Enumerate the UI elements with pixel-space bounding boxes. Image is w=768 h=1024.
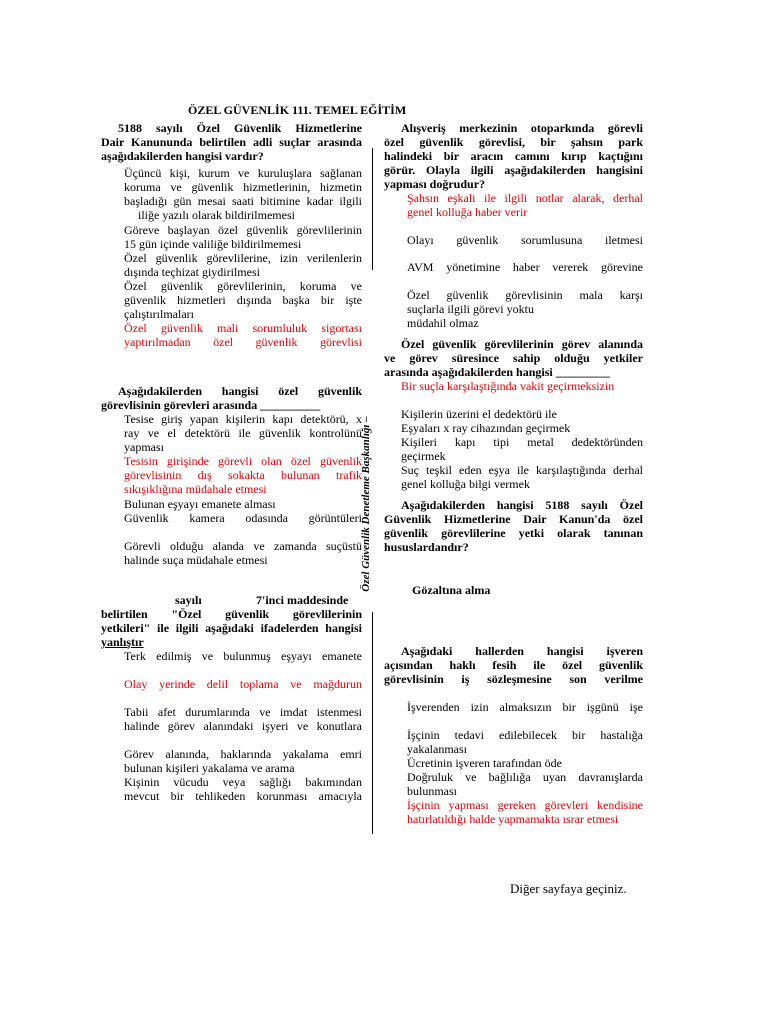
q2-option-e-line-2: halinde suça müdahale etmesi bbox=[124, 553, 268, 567]
q1-stem-line-3: aşağıdakilerden hangisi vardır? bbox=[101, 149, 264, 163]
q6-stem-line-4: hususlardandır? bbox=[384, 540, 469, 554]
q4-option-b: Olayı güvenlik sorumlusuna iletmesi bbox=[407, 233, 643, 247]
q5-option-e-line-1: Suç teşkil eden eşya ile karşılaştığında derhal bbox=[401, 463, 643, 477]
q1-option-d-line-2: güvenlik hizmetleri dışında başka bir işte bbox=[124, 293, 362, 307]
q1-option-e-line-1: Özel güvenlik mali sorumluluk sigortası bbox=[124, 321, 362, 335]
q1-option-b-line-2: 15 gün içinde valiliğe bildirilmemesi bbox=[124, 237, 302, 251]
q3-stem-madde: 7'inci maddesinde bbox=[256, 593, 349, 607]
q3-stem-line-3: yetkileri" ile ilgili aşağıdaki ifadelerden hangisi bbox=[101, 621, 362, 635]
q6-stem-line-3: güvenlik görevlilerine yetki olarak tanınan bbox=[384, 526, 643, 540]
q2-option-d: Güvenlik kamera odasında görüntüleri bbox=[124, 511, 362, 525]
q7-option-b-line-2: yakalanması bbox=[407, 742, 467, 756]
page-title: ÖZEL GÜVENLİK 111. TEMEL EĞİTİM bbox=[188, 103, 407, 117]
q7-option-a: İşverenden izin almaksızın bir işgünü işe bbox=[407, 700, 643, 714]
footer-next-page: Diğer sayfaya geçiniz. bbox=[510, 881, 627, 896]
q1-stem-line-1: 5188 sayılı Özel Güvenlik Hizmetlerine bbox=[118, 121, 362, 135]
q2-option-b-line-1: Tesisin girişinde görevli olan özel güvenlik bbox=[124, 454, 362, 468]
q7-option-b-line-1: İşçinin tedavi edilebilecek bir hastalığa bbox=[407, 728, 643, 742]
q4-option-d-line-3: müdahil olmaz bbox=[407, 316, 479, 330]
divider-top bbox=[372, 148, 373, 270]
q7-stem-line-1: Aşağıdaki hallerden hangisi işveren bbox=[401, 644, 643, 658]
q4-option-c: AVM yönetimine haber vererek görevine bbox=[407, 260, 643, 274]
q1-option-b-line-1: Göreve başlayan özel güvenlik görevlilerinin bbox=[124, 223, 362, 237]
q3-option-d-line-1: Görev alanında, haklarında yakalama emri bbox=[124, 747, 362, 761]
q1-option-d-line-1: Özel güvenlik görevlilerinin, koruma ve bbox=[124, 279, 362, 293]
q3-stem-sayili: sayılı bbox=[175, 593, 202, 607]
q3-option-a: Terk edilmiş ve bulunmuş eşyayı emanete bbox=[124, 649, 362, 663]
q2-option-e-line-1: Görevli olduğu alanda ve zamanda suçüstü bbox=[124, 539, 362, 553]
q2-option-b-line-3: sıkışıklığına müdahale etmesi bbox=[124, 482, 267, 496]
q4-stem-line-5: yapması doğrudur? bbox=[384, 177, 486, 191]
q1-option-a-line-4: iliğe yazılı olarak bildirilmemesi bbox=[138, 208, 295, 222]
q5-stem-line-1: Özel güvenlik görevlilerinin görev alanında bbox=[401, 337, 643, 351]
q2-option-a-line-2: ray ve el detektörü ile güvenlik kontrolünü bbox=[124, 426, 362, 440]
q7-option-d-line-2: bulunması bbox=[407, 784, 457, 798]
q4-stem-line-1: Alışveriş merkezinin otoparkında görevli bbox=[401, 121, 643, 135]
q3-option-c-line-1: Tabii afet durumlarında ve imdat istenmesi bbox=[124, 705, 362, 719]
q2-stem-line-1: Aşağıdakilerden hangisi özel güvenlik bbox=[118, 384, 362, 398]
q4-option-d-line-1: Özel güvenlik görevlisinin mala karşı bbox=[407, 288, 643, 302]
q1-option-a-line-2: koruma ve güvenlik hizmetlerinin, hizmetin bbox=[124, 180, 362, 194]
q4-stem-line-3: halindeki bir aracın camını kırıp kaçtığını bbox=[384, 149, 643, 163]
q1-option-a-line-3: başladığı gün mesai saati bitimine kadar ilgili bbox=[124, 194, 362, 208]
q1-stem-line-2: Dair Kanununda belirtilen adli suçlar arasında bbox=[101, 135, 362, 149]
q4-option-d-line-2: suçlarla ilgili görevi yoktu bbox=[407, 302, 534, 316]
q4-option-a-line-2: genel kolluğa haber verir bbox=[407, 205, 528, 219]
q7-option-e-line-1: İşçinin yapması gereken görevleri kendisine bbox=[407, 798, 643, 812]
q4-stem-line-4: görür. Olayla ilgili aşağıdakilerden hangisini bbox=[384, 163, 643, 177]
q3-stem-line-4: yanlıştır bbox=[101, 635, 144, 649]
q7-stem-line-2: açısından haklı fesih ile özel güvenlik bbox=[384, 658, 643, 672]
q2-option-c: Bulunan eşyayı emanete alması bbox=[124, 497, 276, 511]
q5-option-d-line-1: Kişileri kapı tipi metal dedektöründen bbox=[401, 435, 643, 449]
q3-option-b: Olay yerinde delil toplama ve mağdurun bbox=[124, 677, 362, 691]
q5-option-c: Eşyaları x ray cihazından geçirmek bbox=[401, 421, 571, 435]
q5-stem-line-2: ve görev süresince sahip olduğu yetkiler bbox=[384, 351, 643, 365]
q7-option-d-line-1: Doğruluk ve bağlılığa uyan davranışlarda bbox=[407, 770, 643, 784]
q7-stem-line-3: görevlisinin iş sözleşmesine son verilme bbox=[384, 672, 643, 686]
q4-option-a-line-1: Şahsın eşkali ile ilgili notlar alarak, derhal bbox=[407, 191, 643, 205]
q6-option-a: Gözaltına alma bbox=[412, 583, 491, 597]
q1-option-a-line-1: Üçüncü kişi, kurum ve kuruluşlara sağlanan bbox=[124, 166, 362, 180]
q3-option-e-line-1: Kişinin vücudu veya sağlığı bakımından bbox=[124, 775, 362, 789]
side-watermark-text: Özel Güvenlik Denetleme Başkanlığı – bbox=[360, 416, 372, 592]
q7-option-c: Ücretinin işveren tarafından öde bbox=[407, 756, 562, 770]
q7-option-e-line-2: hatırlatıldığı halde yapmamakta ısrar etmesi bbox=[407, 812, 619, 826]
q2-option-a-line-3: yapması bbox=[124, 440, 164, 454]
q3-option-e-line-2: mevcut bir tehlikeden korunması amacıyla bbox=[124, 789, 362, 803]
q3-option-d-line-2: bulunan kişileri yakalama ve arama bbox=[124, 761, 295, 775]
q2-option-b-line-2: görevlisinin dış sokakta bulunan trafik bbox=[124, 468, 362, 482]
q2-stem-line-2: görevlisinin görevleri arasında __________ bbox=[101, 398, 321, 412]
q5-option-e-line-2: genel kolluğa bilgi vermek bbox=[401, 477, 530, 491]
q1-option-c-line-1: Özel güvenlik görevlilerine, izin verilenlerin bbox=[124, 251, 362, 265]
q1-option-e-line-2: yaptırılmadan özel güvenlik görevlisi bbox=[124, 335, 362, 349]
q3-option-c-line-2: halinde görev alanındaki işyeri ve konutlara bbox=[124, 719, 362, 733]
q5-option-d-line-2: geçirmek bbox=[401, 449, 446, 463]
q1-option-c-line-2: dışında teçhizat giydirilmesi bbox=[124, 265, 260, 279]
q4-stem-line-2: özel güvenlik görevlisi, bir şahsın park bbox=[384, 135, 643, 149]
q1-option-d-line-3: çalıştırılmaları bbox=[124, 307, 194, 321]
divider-bottom bbox=[372, 612, 373, 834]
q6-stem-line-2: Güvenlik Hizmetlerine Dair Kanun'da özel bbox=[384, 512, 643, 526]
q5-option-b: Kişilerin üzerini el dedektörü ile bbox=[401, 407, 557, 421]
q2-option-a-line-1: Tesise giriş yapan kişilerin kapı detektörü, x bbox=[124, 412, 362, 426]
q3-stem-line-2: belirtilen "Özel güvenlik görevlilerinin bbox=[101, 607, 362, 621]
q5-stem-line-3: arasında aşağıdakilerden hangisi _________ bbox=[384, 365, 610, 379]
q6-stem-line-1: Aşağıdakilerden hangisi 5188 sayılı Özel bbox=[401, 498, 643, 512]
q5-option-a: Bir suçla karşılaştığında vakit geçirmeksizin bbox=[401, 379, 615, 393]
